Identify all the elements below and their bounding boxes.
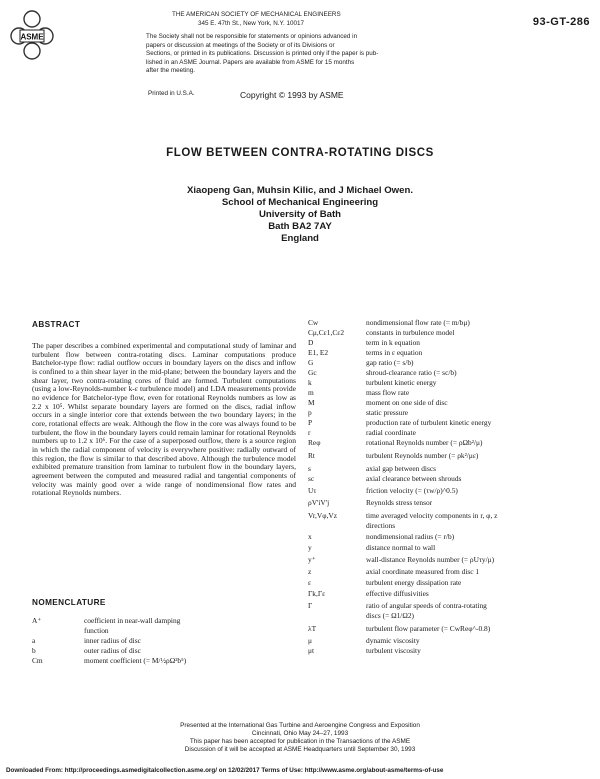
nom-definition: Reynolds stress tensor (366, 498, 433, 507)
nom-definition: moment on one side of disc (366, 398, 448, 407)
footer-location: Cincinnati, Ohio May 24–27, 1993 (251, 730, 349, 737)
nom-symbol: λT (308, 624, 317, 633)
nom-definition: axial gap between discs (366, 464, 436, 473)
nom-symbol: E1, E2 (308, 348, 329, 357)
disclaimer-line-3: Sections, or printed in its publications. Discussion is printed only if the paper is pub- (146, 50, 379, 57)
nomenclature-row (308, 358, 588, 368)
nom-symbol: μ (308, 636, 312, 645)
nomenclature-row (308, 428, 588, 438)
nom-symbol: sc (308, 474, 315, 483)
nom-symbol: Cw (308, 318, 319, 327)
nomenclature-row (308, 438, 588, 451)
nom-definition: turbulent flow parameter (= CwReφ^-0.8) (366, 624, 491, 633)
nom-definition: friction velocity (= (τw/ρ)^0.5) (366, 486, 458, 495)
nom-symbol: m (308, 388, 314, 397)
nom-symbol: Vr,Vφ,Vz (308, 511, 337, 520)
affiliation-country: England (281, 233, 319, 244)
disclaimer-line-4: lished in an ASME Journal. Papers are available from ASME for 15 months (146, 58, 355, 66)
asme-logo (10, 10, 54, 60)
nomenclature-row (308, 408, 588, 418)
nom-symbol: G (308, 358, 314, 367)
nom-definition: turbulent viscosity (366, 646, 421, 655)
nomenclature-row (32, 646, 296, 656)
abstract-heading: ABSTRACT (32, 320, 81, 329)
nomenclature-row (32, 656, 296, 666)
nom-definition: inner radius of disc (84, 636, 141, 645)
society-name: THE AMERICAN SOCIETY OF MECHANICAL ENGINEERS (172, 11, 341, 18)
nom-definition: function (84, 626, 109, 635)
nomenclature-row (308, 601, 588, 611)
nom-symbol: A⁺ (32, 616, 42, 625)
nomenclature-row (308, 418, 588, 428)
nom-definition: mass flow rate (366, 388, 410, 397)
nom-definition: time averaged velocity components in r, φ, z (366, 511, 498, 520)
nom-definition: gap ratio (= s/b) (366, 358, 414, 367)
affiliation-city: Bath BA2 7AY (268, 221, 332, 232)
nom-symbol: Uτ (308, 486, 317, 495)
nom-symbol: Gc (308, 368, 317, 377)
nomenclature-row (32, 636, 296, 646)
nom-definition: distance normal to wall (366, 543, 436, 552)
nom-symbol: μt (308, 646, 315, 655)
footer-conference: Presented at the International Gas Turbine and Aeroengine Congress and Exposition (180, 722, 420, 729)
nomenclature-row (308, 451, 588, 464)
nomenclature-row (308, 388, 588, 398)
paper-id: 93-GT-286 (532, 16, 590, 28)
nomenclature-row (308, 368, 588, 378)
nomenclature-right (308, 318, 588, 656)
nom-symbol: z (308, 567, 312, 576)
nom-definition: terms in ε equation (366, 348, 423, 357)
nom-symbol: P (308, 418, 313, 427)
nom-symbol: r (308, 428, 311, 437)
nom-symbol: s (308, 464, 311, 473)
affiliation-school: School of Mechanical Engineering (221, 197, 379, 208)
nom-symbol: Cμ,Cε1,Cε2 (308, 328, 345, 337)
nom-definition: effective diffusivities (366, 589, 429, 598)
nomenclature-heading: NOMENCLATURE (32, 598, 106, 607)
nom-symbol: Γ (308, 601, 313, 610)
nom-symbol: ε (308, 578, 312, 587)
disclaimer-line-5: after the meeting. (146, 67, 196, 74)
nomenclature-row (308, 589, 588, 601)
nomenclature-row (308, 486, 588, 498)
nom-definition: axial clearance between shrouds (366, 474, 462, 483)
disclaimer-line-1: The Society shall not be responsible for statements or opinions advanced in (146, 33, 358, 40)
abstract-text: The paper describes a combined experimental and computational study of laminar and turbulent flow between contra-rotating discs. Laminar computations produce Batchelor-type flow: radial outflow occurs in boundary layers on the discs and inflow is confined to a thin shear layer in the mid-plane; between the boundary layers and the shear layer, two contra-rotating cores of fluid are formed. Turbulent computations (using a low-Reynolds-number k-ε turbulence model) and LDA measurements provide no evidence for Batchelor-type flow, even for rotational Reynolds numbers as low as 2.2 x 10⁵. Whilst separate boundary layers are formed on the discs, radial inflow occurs in a single interior core that extends between the two boundary layers; in the core, rotational effects are weak. Although the flow in the core was always found to be turbulent, the flow in the boundary layers could remain laminar for rotational Reynolds numbers up to 1.2 x 10⁶. For the case of a superposed outflow, there is a source region in which the radial component of velocity is everywhere positive: radially outward of this region, the flow is similar to that described above. Although the turbulence model exhibited premature transition from laminar to turbulent flow in the boundary layers, agreement between the computed and measured radial and tangential components of velocity was mainly good over a wide range of nondimensional flow rates and rotational Reynolds numbers. (32, 341, 296, 498)
nom-definition: nondimensional radius (= r/b) (366, 532, 455, 541)
nomenclature-row (32, 616, 296, 626)
paper-title: FLOW BETWEEN CONTRA-ROTATING DISCS (166, 147, 434, 159)
nom-definition: axial coordinate measured from disc 1 (366, 567, 480, 576)
nom-definition: moment coefficient (= M/½ρΩ²b⁵) (84, 656, 187, 665)
nom-symbol: Cm (32, 656, 43, 665)
nom-definition: coefficient in near-wall damping (84, 616, 181, 625)
abstract-body (32, 342, 296, 498)
nomenclature-row (308, 338, 588, 348)
nom-symbol: D (308, 338, 314, 347)
nomenclature-row (308, 498, 588, 511)
nomenclature-row (32, 626, 296, 636)
nomenclature-row (308, 624, 588, 636)
nom-definition: nondimensional flow rate (= m/bμ) (366, 318, 470, 327)
nom-symbol: a (32, 636, 36, 645)
nomenclature-row (308, 611, 588, 624)
nom-symbol: M (308, 398, 315, 407)
nomenclature-row (308, 636, 588, 646)
nomenclature-row (308, 348, 588, 358)
nom-definition: dynamic viscosity (366, 636, 420, 645)
nom-symbol: b (32, 646, 36, 655)
footer-accepted: This paper has been accepted for publication in the Transactions of the ASME (189, 738, 411, 745)
nom-definition: directions (366, 521, 396, 530)
nom-symbol: k (308, 378, 312, 387)
nom-definition: production rate of turbulent kinetic energy (366, 418, 492, 427)
nom-definition: term in k equation (366, 338, 420, 347)
nom-definition: outer radius of disc (84, 646, 141, 655)
nom-symbol: Γk,Γε (308, 589, 326, 598)
nomenclature-row (308, 398, 588, 408)
nomenclature-row (308, 378, 588, 388)
svg-text:ASME: ASME (20, 32, 44, 42)
printed-in: Printed in U.S.A. (148, 90, 195, 97)
nom-definition: turbulent Reynolds number (= ρk²/με) (366, 451, 479, 460)
nomenclature-row (308, 474, 588, 486)
copyright: Copyright © 1993 by ASME (240, 90, 344, 100)
nomenclature-row (308, 318, 588, 328)
nomenclature-row (308, 511, 588, 521)
society-address: 345 E. 47th St., New York, N.Y. 10017 (198, 20, 304, 27)
nom-symbol: Rt (308, 451, 315, 460)
nom-symbol: y⁺ (308, 555, 316, 564)
nomenclature-row (308, 543, 588, 555)
nomenclature-row (308, 555, 588, 567)
nom-symbol: ρV'iV'j (308, 498, 330, 507)
nom-definition: turbulent energy dissipation rate (366, 578, 462, 587)
nom-definition: rotational Reynolds number (= ρΩb²/μ) (366, 438, 483, 447)
nom-symbol: y (308, 543, 312, 552)
nom-definition: static pressure (366, 408, 409, 417)
nomenclature-left (32, 616, 296, 666)
nomenclature-row (308, 646, 588, 656)
nomenclature-row (308, 521, 588, 532)
footer-discussion: Discussion of it will be accepted at ASME Headquarters until September 30, 1993 (184, 746, 416, 753)
nom-definition: turbulent kinetic energy (366, 378, 437, 387)
nom-definition: discs (= Ω1/Ω2) (366, 611, 414, 620)
nom-symbol: p (308, 408, 312, 417)
author-names: Xiaopeng Gan, Muhsin Kilic, and J Michael Owen. (186, 185, 414, 196)
nomenclature-row (308, 532, 588, 543)
nomenclature-row (308, 464, 588, 474)
affiliation-university: University of Bath (258, 209, 342, 220)
nomenclature-row (308, 578, 588, 589)
nomenclature-row (308, 328, 588, 338)
nomenclature-row (308, 567, 588, 578)
nom-definition: constants in turbulence model (366, 328, 455, 337)
nom-definition: ratio of angular speeds of contra-rotating (366, 601, 487, 610)
nom-definition: shroud-clearance ratio (= sc/b) (366, 368, 457, 377)
disclaimer-line-2: papers or discussion at meetings of the Society or of its Divisions or (146, 41, 335, 49)
download-notice[interactable]: Downloaded From: http://proceedings.asmedigitalcollection.asme.org/ on 12/02/2017 Terms of Use: http://www.asme.org/about-asme/terms-of-use (6, 767, 444, 774)
nom-definition: wall-distance Reynolds number (= ρUτy/μ) (366, 555, 495, 564)
nom-symbol: x (308, 532, 312, 541)
nom-symbol: Reφ (308, 438, 321, 447)
nom-definition: radial coordinate (366, 428, 416, 437)
